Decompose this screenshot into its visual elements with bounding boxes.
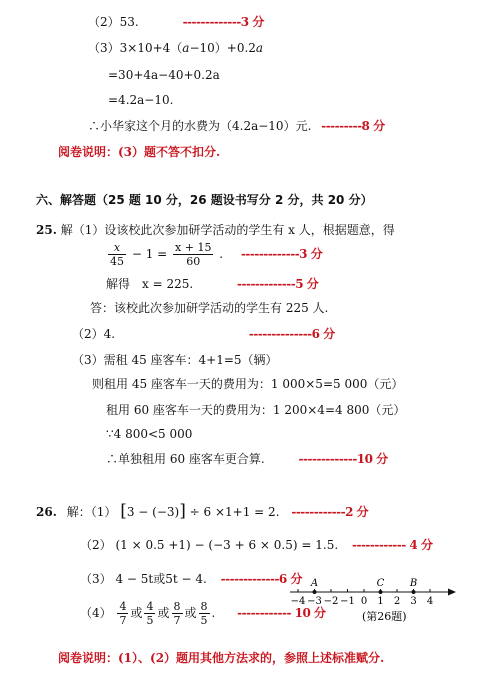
score-mark: -------------10 分 [298,452,388,466]
q24-part3-expr [88,40,263,56]
q26-number: 26. [36,505,57,519]
q25-solve-text: 解得 x = 225. [106,277,194,291]
q24-part2-text: （2）53. [88,15,139,29]
q24-part3-var2: a [255,41,264,55]
q26-part2-expr: (1 × 0.5 +1) − (−3 + 6 × 0.5) = 1.5. [115,538,339,552]
fraction-denominator: 60 [186,255,201,268]
fraction-denominator: 7 [119,614,127,627]
q25-part2 [72,326,335,342]
fraction-numerator: 4 [146,600,154,613]
q24-part3-suffix: −10）+0.2 [189,41,256,55]
section-6-title: 六、解答题（25 题 10 分，26 题设书写分 2 分，共 20 分） [36,193,373,207]
number-line-tick-label: 4 [426,596,434,607]
score-mark: ------------2 分 [291,505,369,519]
q24-conclusion [88,118,385,134]
score-mark: ------------ 10 分 [237,606,326,620]
q25-number: 25. [36,223,57,237]
q26-part3-expr: 4 − 5t或5t − 4. [115,572,207,586]
q26-part1-bracket-expr: 3 − (−3) [126,505,180,519]
number-line-point-label: A [310,578,319,589]
bracket-left: [ [120,501,127,521]
q24-part2 [88,14,264,30]
score-mark: -------------5 分 [237,277,319,291]
number-line-point [379,590,383,594]
number-line-tick-label: −4 [290,596,306,607]
fraction-numerator: 8 [173,600,181,613]
fraction [144,600,155,627]
number-line-tick-label: 3 [410,596,417,607]
q25-part3-cost45: 则租用 45 座客车一天的费用为：1 000×5=5 000（元） [92,377,404,391]
grading-note-q26: 阅卷说明：(1）、(2）题用其他方法求的，参照上述标准赋分. [58,651,385,665]
score-mark: --------------6 分 [248,327,335,341]
number-line-tick-label: 0 [360,596,368,607]
q25-part3-conclusion [106,451,388,467]
fraction-numerator: x [108,241,126,255]
q26-part2-label: （2） [80,538,112,552]
or-word: 或 [184,606,197,620]
fraction [199,600,210,627]
q24-conclusion-text: ∴小华家这个月的水费为（4.2a−10）元. [88,119,312,133]
q26-part1-expr: ÷ 6 ×1+1 = 2. [189,505,280,519]
equation-end: . [219,247,224,261]
number-line-figure [286,572,458,628]
fraction [117,600,128,627]
q25-part3-conclusion-text: ∴单独租用 60 座客车更合算. [106,452,265,466]
fraction-denominator: 5 [200,614,208,627]
score-mark: ------------ 4 分 [351,538,433,552]
score-mark: -------------6 分 [220,572,302,586]
fraction [173,241,213,268]
figure-caption: (第26题) [362,610,407,623]
fraction-numerator: 4 [119,600,127,613]
number-line-point [412,590,416,594]
fraction-denominator: 5 [146,614,154,627]
bracket-right: ] [179,501,186,521]
number-line-tick-label: 1 [377,596,384,607]
grading-note-q24: 阅卷说明：(3）题不答不扣分. [58,145,221,159]
q24-step2: =4.2a−10. [108,93,174,107]
q26-part3 [80,571,302,587]
q25-equation [106,236,322,272]
number-line-tick-label: −2 [323,596,339,607]
q26-part2 [80,537,432,553]
fraction [108,241,126,268]
score-mark: ---------8 分 [321,119,385,133]
number-line-tick-label: −1 [340,596,355,607]
q25-setup-text: 解（1）设该校此次参加研学活动的学生有 x 人，根据题意，得 [60,223,395,237]
q25-solve [106,276,318,292]
or-word: 或 [130,606,143,620]
expr-end: . [211,606,216,620]
number-line-point [313,590,317,594]
fraction [172,600,183,627]
fraction-numerator: 8 [200,600,208,613]
q25-answer: 答：该校此次参加研学活动的学生有 225 人. [90,301,329,315]
equation-middle: − 1 = [131,247,168,261]
fraction-denominator: 45 [110,255,124,268]
q26-label: 解：（1） [66,505,117,519]
q24-part3-prefix: （3）3×10+4（ [88,41,183,55]
or-word: 或 [157,606,170,620]
fraction-numerator: x + 15 [175,241,212,254]
arrow-icon [448,589,456,596]
q26-part1 [36,503,368,520]
q25-part3-cost60: 租用 60 座客车一天的费用为：1 200×4=4 800（元） [106,403,406,417]
q26-part3-label: （3） [80,572,112,586]
q25-part3: （3）需租 45 座客车：4+1=5（辆） [72,353,278,367]
q24-step1: =30+4a−40+0.2a [108,68,220,82]
q24-part3-var: a [182,41,190,55]
number-line-point-label: B [409,578,418,589]
number-line-tick-label: 2 [393,596,401,607]
number-line-point-label: C [376,578,385,589]
q26-part4-label: （4） [80,606,112,620]
score-mark: -------------3 分 [182,15,264,29]
q25-part2-text: （2）4. [72,327,116,341]
score-mark: -------------3 分 [240,247,323,261]
number-line-tick-label: −3 [307,596,322,607]
fraction-denominator: 7 [173,614,181,627]
q25-part3-compare: ∵4 800<5 000 [106,427,193,441]
